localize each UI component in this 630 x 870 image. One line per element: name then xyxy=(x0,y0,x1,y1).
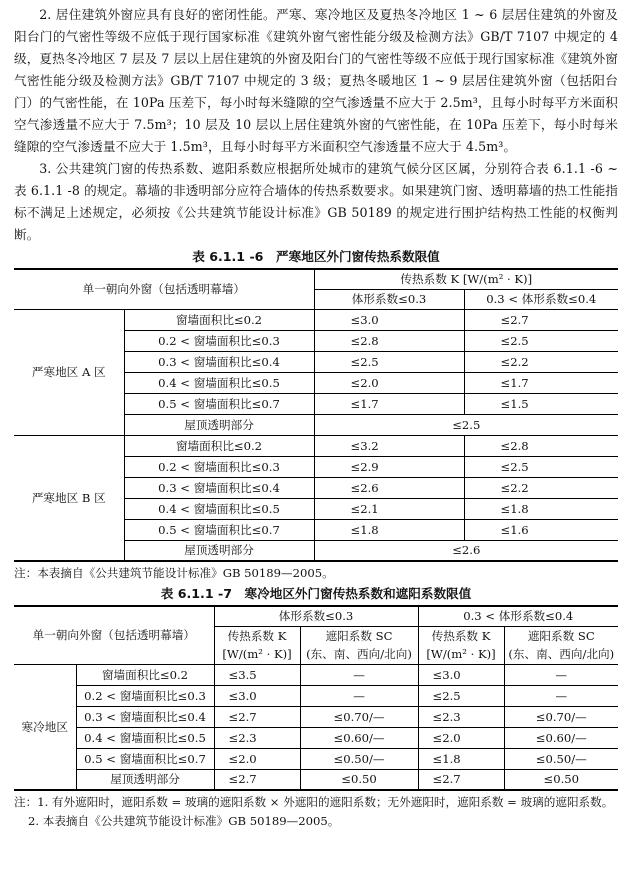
ratio-cell: 窗墙面积比≤0.2 xyxy=(124,309,314,330)
k1-cell: ≤2.8 xyxy=(314,330,464,351)
k2-cell: ≤2.5 xyxy=(464,330,618,351)
table-6 xyxy=(14,268,618,562)
k1-cell: ≤2.7 xyxy=(214,706,300,727)
k2-cell: ≤2.2 xyxy=(464,351,618,372)
ratio-cell: 0.4 < 窗墙面积比≤0.5 xyxy=(76,727,214,748)
ratio-cell: 0.3 < 窗墙面积比≤0.4 xyxy=(76,706,214,727)
header-k-unit: [W/(m² · K)] xyxy=(214,645,300,664)
roof-value: ≤2.6 xyxy=(314,540,618,561)
ratio-cell: 0.5 < 窗墙面积比≤0.7 xyxy=(124,519,314,540)
header-sc-direction: (东、南、西向/北向) xyxy=(300,645,418,664)
k1-cell: ≤3.0 xyxy=(214,685,300,706)
ratio-cell: 窗墙面积比≤0.2 xyxy=(76,664,214,685)
roof-label: 屋顶透明部分 xyxy=(124,540,314,561)
header-window: 单一朝向外窗（包括透明幕墙） xyxy=(14,606,214,664)
k2-cell: ≤2.8 xyxy=(464,435,618,456)
k2-cell: ≤2.0 xyxy=(418,727,504,748)
ratio-cell: 0.3 < 窗墙面积比≤0.4 xyxy=(124,351,314,372)
k2-cell: ≤1.5 xyxy=(464,393,618,414)
sc1-cell: — xyxy=(300,685,418,706)
k1-cell: ≤2.6 xyxy=(314,477,464,498)
k2-cell: ≤1.8 xyxy=(464,498,618,519)
header-sc-direction: (东、南、西向/北向) xyxy=(504,645,618,664)
header-k: 传热系数 K xyxy=(214,626,300,645)
k2-cell: ≤2.3 xyxy=(418,706,504,727)
zone-a: 严寒地区 A 区 xyxy=(14,309,124,435)
k1-cell: ≤2.3 xyxy=(214,727,300,748)
roof-value: ≤2.5 xyxy=(314,414,618,435)
ratio-cell: 0.4 < 窗墙面积比≤0.5 xyxy=(124,498,314,519)
ratio-cell: 0.3 < 窗墙面积比≤0.4 xyxy=(124,477,314,498)
k1-cell: ≤2.0 xyxy=(214,748,300,769)
k1-cell: ≤1.8 xyxy=(314,519,464,540)
sc1-cell: ≤0.50 xyxy=(300,769,418,790)
k1-cell: ≤1.7 xyxy=(314,393,464,414)
table-7-caption: 表 6.1.1 -7 寒冷地区外门窗传热系数和遮阳系数限值 xyxy=(160,586,472,601)
ratio-cell: 0.2 < 窗墙面积比≤0.3 xyxy=(76,685,214,706)
table-7 xyxy=(14,605,618,791)
header-sc: 遮阳系数 SC xyxy=(504,626,618,645)
roof-label: 屋顶透明部分 xyxy=(124,414,314,435)
table-7-note-1: 注：1. 有外遮阳时，遮阳系数 = 玻璃的遮阳系数 × 外遮阳的遮阳系数；无外遮阳时，遮阳系数 = 玻璃的遮阳系数。 xyxy=(14,795,614,809)
sc2-cell: ≤0.50 xyxy=(504,769,618,790)
k2-cell: ≤1.7 xyxy=(464,372,618,393)
k1-cell: ≤2.9 xyxy=(314,456,464,477)
k1-cell: ≤3.2 xyxy=(314,435,464,456)
k1-cell: ≤3.0 xyxy=(314,309,464,330)
sc2-cell: — xyxy=(504,685,618,706)
sc1-cell: ≤0.50/— xyxy=(300,748,418,769)
k1-cell: ≤2.5 xyxy=(314,351,464,372)
ratio-cell: 0.5 < 窗墙面积比≤0.7 xyxy=(76,748,214,769)
ratio-cell: 窗墙面积比≤0.2 xyxy=(124,435,314,456)
ratio-cell: 0.2 < 窗墙面积比≤0.3 xyxy=(124,456,314,477)
sc1-cell: ≤0.70/— xyxy=(300,706,418,727)
table-7-note-2: 2. 本表摘自《公共建筑节能设计标准》GB 50189—2005。 xyxy=(28,814,340,828)
header-window: 单一朝向外窗（包括透明幕墙） xyxy=(14,269,314,309)
ratio-cell: 0.4 < 窗墙面积比≤0.5 xyxy=(124,372,314,393)
sc2-cell: ≤0.60/— xyxy=(504,727,618,748)
sc1-cell: ≤0.60/— xyxy=(300,727,418,748)
sc2-cell: — xyxy=(504,664,618,685)
zone-cold: 寒冷地区 xyxy=(14,664,76,790)
paragraph-3: 3. 公共建筑门窗的传热系数、遮阳系数应根据所处城市的建筑气候分区区属，分别符合表 6.1.1 -6 ~ 表 6.1.1 -8 的规定。幕墙的非透明部分应符合墙体的传热系数要求。如果建筑门窗、透明幕墙的热工性能指标不满足上述规定，必须按《公共建筑节能设计标准》GB 50189 的规定进行围护结构热工性能的权衡判断。 xyxy=(14,161,618,242)
table-6-note: 注：本表摘自《公共建筑节能设计标准》GB 50189—2005。 xyxy=(14,566,334,580)
k2-cell: ≤2.2 xyxy=(464,477,618,498)
document-page xyxy=(14,4,618,831)
zone-b: 严寒地区 B 区 xyxy=(14,435,124,561)
header-sc: 遮阳系数 SC xyxy=(300,626,418,645)
header-shape-2: 0.3 < 体形系数≤0.4 xyxy=(464,289,618,309)
table-row xyxy=(14,727,618,748)
header-shape-1: 体形系数≤0.3 xyxy=(314,289,464,309)
table-row xyxy=(14,769,618,790)
table-row xyxy=(14,435,618,456)
table-row xyxy=(14,664,618,685)
k2-cell: ≤2.7 xyxy=(464,309,618,330)
header-k-unit: [W/(m² · K)] xyxy=(418,645,504,664)
header-k: 传热系数 K [W/(m² · K)] xyxy=(314,269,618,289)
table-6-caption: 表 6.1.1 -6 严寒地区外门窗传热系数限值 xyxy=(192,249,440,264)
header-shape-1: 体形系数≤0.3 xyxy=(214,606,418,626)
ratio-cell: 0.2 < 窗墙面积比≤0.3 xyxy=(124,330,314,351)
k2-cell: ≤1.6 xyxy=(464,519,618,540)
k2-cell: ≤2.5 xyxy=(464,456,618,477)
ratio-cell: 0.5 < 窗墙面积比≤0.7 xyxy=(124,393,314,414)
table-row xyxy=(14,706,618,727)
k2-cell: ≤2.5 xyxy=(418,685,504,706)
k1-cell: ≤2.0 xyxy=(314,372,464,393)
k1-cell: ≤2.1 xyxy=(314,498,464,519)
k2-cell: ≤3.0 xyxy=(418,664,504,685)
roof-label: 屋顶透明部分 xyxy=(76,769,214,790)
header-k: 传热系数 K xyxy=(418,626,504,645)
k2-cell: ≤2.7 xyxy=(418,769,504,790)
table-row xyxy=(14,748,618,769)
sc2-cell: ≤0.70/— xyxy=(504,706,618,727)
table-row xyxy=(14,309,618,330)
header-shape-2: 0.3 < 体形系数≤0.4 xyxy=(418,606,618,626)
sc2-cell: ≤0.50/— xyxy=(504,748,618,769)
k2-cell: ≤1.8 xyxy=(418,748,504,769)
table-row xyxy=(14,685,618,706)
k1-cell: ≤3.5 xyxy=(214,664,300,685)
k1-cell: ≤2.7 xyxy=(214,769,300,790)
sc1-cell: — xyxy=(300,664,418,685)
paragraph-2: 2. 居住建筑外窗应具有良好的密闭性能。严寒、寒冷地区及夏热冬冷地区 1 ~ 6 层居住建筑的外窗及阳台门的气密性等级不应低于现行国家标准《建筑外窗气密性能分级及检测方法》GB/T 7107 中规定的 4 级，夏热冬冷地区 7 层及 7 层以上居住建筑的外窗及阳台门的气密性等级不应低于现行国家标准《建筑外窗气密性能分级及检测方法》GB/T 7107 中规定的 3 级；夏热冬暖地区 1 ~ 9 层居住建筑外窗（包括阳台门）的气密性能，在 10Pa 压差下，每小时每米缝隙的空气渗透量不应大于 2.5m³，且每小时每平方米面积空气渗透量不应大于 7.5m³；10 层及 10 层以上居住建筑外窗的气密性能，在 10Pa 压差下，每小时每米缝隙的空气渗透量不应大于 1.5m³，且每小时每平方米面积空气渗透量不应大于 4.5m³。 xyxy=(14,7,618,154)
